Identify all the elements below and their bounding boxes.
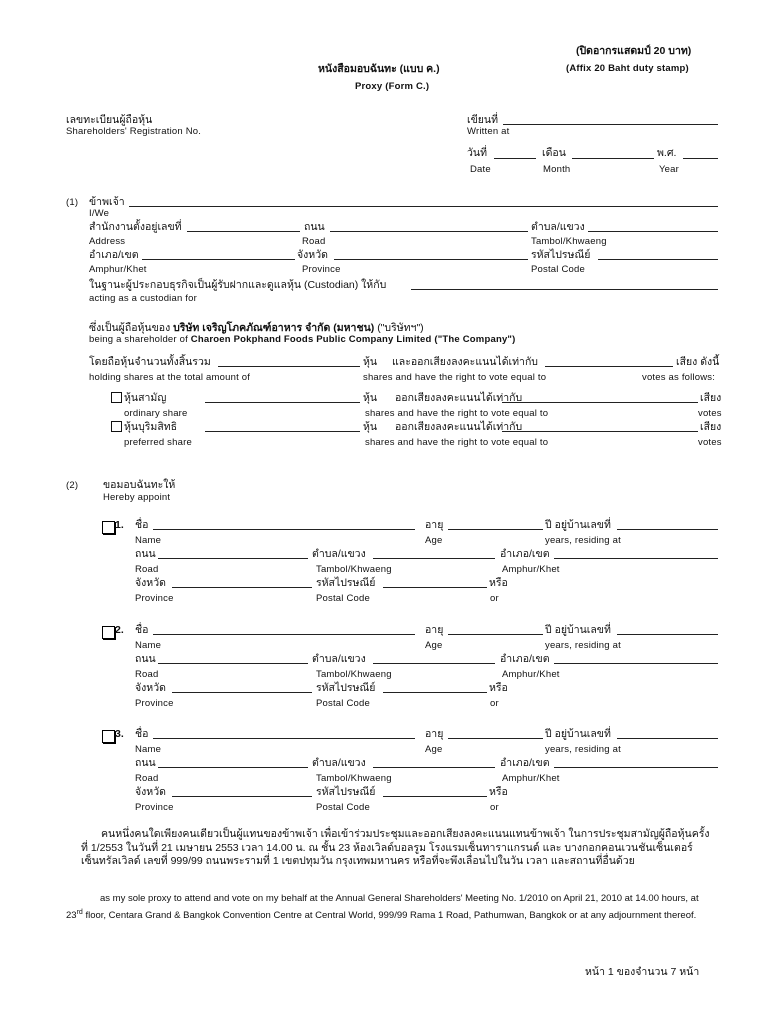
date-year-label: พ.ศ. [657, 147, 677, 159]
postal-label-en-1: Postal Code [316, 593, 370, 604]
proxy-address-field-2[interactable] [617, 634, 718, 635]
iwe-field[interactable] [129, 206, 718, 207]
province-label-th-2: จังหวัด [135, 682, 166, 694]
proxy-number-3: 3. [115, 728, 124, 740]
custodian-label-en: acting as a custodian for [89, 293, 197, 304]
ordinary-vote-label-th: ออกเสียงลงคะแนนได้เท่ากับ [395, 392, 523, 404]
proxy-postal-field-2[interactable] [383, 692, 487, 693]
tambol-field[interactable] [588, 231, 718, 232]
amphur-field[interactable] [142, 259, 295, 260]
road-label-th-2: ถนน [135, 653, 156, 665]
amphur-label-th-2: อำเภอ/เขต [500, 653, 550, 665]
date-month-en: Month [543, 164, 571, 175]
shareholder-of-en: being a shareholder of Charoen Pokphand Foods Public Company Limited ("The Company") [89, 334, 516, 345]
proxy-province-field-1[interactable] [172, 587, 312, 588]
road-label-th-3: ถนน [135, 757, 156, 769]
province-label-th-3: จังหวัด [135, 786, 166, 798]
province-label-en-2: Province [135, 698, 174, 709]
proxy-tambol-field-2[interactable] [373, 663, 495, 664]
road-label-th-1: ถนน [135, 548, 156, 560]
or-label-th-1: หรือ [489, 577, 508, 589]
amphur-label-th: อำเภอ/เขต [89, 249, 139, 261]
preferred-votes-unit-en: votes [698, 437, 722, 448]
ordinary-votes-unit-en: votes [698, 408, 722, 419]
preferred-shares-field[interactable] [205, 431, 360, 432]
appoint-label-en: Hereby appoint [103, 492, 171, 503]
ordinary-share-checkbox[interactable] [111, 392, 122, 403]
amphur-label-en-3: Amphur/Khet [502, 773, 560, 784]
road-label-en: Road [302, 236, 326, 247]
or-label-en-2: or [490, 698, 499, 709]
duty-stamp-th: (ปิดอากรแสดมป์ 20 บาท) [576, 45, 692, 57]
proxy-amphur-field-3[interactable] [554, 767, 718, 768]
tambol-label-th: ตำบล/แขวง [531, 221, 585, 233]
age-label-en-2: Age [425, 640, 443, 651]
proxy-statement-en: as my sole proxy to attend and vote on my behalf at the Annual General Shareholders' Meeting No. 1/2010 on April 21, 2010 at 14.00 hours, at 23rd floor, Centara Grand & Bangkok Convention Centre at Central World, 999/99 Rama 1 Road, Pathumwan, Bangkok or at any adjournment thereof. [66, 893, 699, 921]
written-at-field[interactable] [503, 124, 718, 125]
proxy-province-field-2[interactable] [172, 692, 312, 693]
preferred-share-label-en: preferred share [124, 437, 192, 448]
years-label-th-3: ปี อยู่บ้านเลขที่ [545, 728, 611, 740]
proxy-age-field-1[interactable] [448, 529, 543, 530]
road-label-en-1: Road [135, 564, 159, 575]
postal-label-en: Postal Code [531, 264, 585, 275]
address-label-en: Address [89, 236, 126, 247]
name-label-th-2: ชื่อ [135, 624, 149, 636]
name-label-th-3: ชื่อ [135, 728, 149, 740]
years-label-en-3: years, residing at [545, 744, 621, 755]
proxy-age-field-3[interactable] [448, 738, 543, 739]
postal-label-th: รหัสไปรษณีย์ [531, 249, 591, 261]
proxy-number-2: 2. [115, 624, 124, 636]
proxy-tambol-field-3[interactable] [373, 767, 495, 768]
date-month-label: เดือน [542, 147, 566, 159]
proxy-name-field-3[interactable] [153, 738, 415, 739]
page-number: หน้า 1 ของจำนวน 7 หน้า [585, 966, 700, 978]
name-label-en-1: Name [135, 535, 162, 546]
preferred-votes-unit: เสียง [700, 421, 722, 433]
tambol-label-en-3: Tambol/Khwaeng [316, 773, 392, 784]
tambol-label-th-1: ตำบล/แขวง [312, 548, 366, 560]
amphur-label-en-1: Amphur/Khet [502, 564, 560, 575]
office-label-th: สำนักงานตั้งอยู่เลขที่ [89, 221, 182, 233]
preferred-share-label-th: หุ้นบุริมสิทธิ [124, 421, 178, 433]
age-label-en-1: Age [425, 535, 443, 546]
postal-field[interactable] [598, 259, 718, 260]
duty-stamp-en: (Affix 20 Baht duty stamp) [566, 63, 689, 74]
date-day-label: วันที่ [467, 147, 487, 159]
holding-label-th: โดยถือหุ้นจำนวนทั้งสิ้นรวม [89, 356, 211, 368]
proxy-name-field-2[interactable] [153, 634, 415, 635]
date-year-en: Year [659, 164, 679, 175]
proxy-road-field-1[interactable] [158, 558, 308, 559]
holding-label-en: holding shares at the total amount of [89, 372, 251, 383]
ordinary-share-label-en: ordinary share [124, 408, 188, 419]
province-label-en: Province [302, 264, 341, 275]
ordinary-votes-field[interactable] [502, 402, 698, 403]
shareholder-of-th: ซึ่งเป็นผู้ถือหุ้นของ บริษัท เจริญโภคภัณฑ์อาหาร จำกัด (มหาชน) ("บริษัทฯ") [89, 322, 424, 334]
postal-label-en-3: Postal Code [316, 802, 370, 813]
section1-number: (1) [66, 197, 79, 208]
tambol-label-th-3: ตำบล/แขวง [312, 757, 366, 769]
proxy-road-field-2[interactable] [158, 663, 308, 664]
amphur-label-th-3: อำเภอ/เขต [500, 757, 550, 769]
proxy-checkbox-1[interactable] [102, 521, 115, 534]
date-month-field[interactable] [572, 158, 654, 159]
or-label-th-3: หรือ [489, 786, 508, 798]
proxy-road-field-3[interactable] [158, 767, 308, 768]
ordinary-share-label-th: หุ้นสามัญ [124, 392, 167, 404]
date-year-field[interactable] [683, 158, 718, 159]
proxy-tambol-field-1[interactable] [373, 558, 495, 559]
proxy-checkbox-3[interactable] [102, 730, 115, 743]
iwe-label-en: I/We [89, 208, 110, 219]
written-at-label-th: เขียนที่ [467, 114, 499, 126]
road-field[interactable] [330, 231, 528, 232]
proxy-number-1: 1. [115, 519, 124, 531]
tambol-label-en-2: Tambol/Khwaeng [316, 669, 392, 680]
age-label-en-3: Age [425, 744, 443, 755]
preferred-vote-label-th: ออกเสียงลงคะแนนได้เท่ากับ [395, 421, 523, 433]
province-label-en-3: Province [135, 802, 174, 813]
written-at-label-en: Written at [467, 126, 510, 137]
postal-label-th-2: รหัสไปรษณีย์ [316, 682, 376, 694]
road-label-en-3: Road [135, 773, 159, 784]
proxy-checkbox-2[interactable] [102, 626, 115, 639]
proxy-amphur-field-1[interactable] [554, 558, 718, 559]
proxy-age-field-2[interactable] [448, 634, 543, 635]
title-en: Proxy (Form C.) [355, 81, 430, 92]
amphur-label-en-2: Amphur/Khet [502, 669, 560, 680]
shares-unit-th: หุ้น [363, 356, 378, 368]
proxy-postal-field-3[interactable] [383, 796, 487, 797]
proxy-amphur-field-2[interactable] [554, 663, 718, 664]
road-label-th: ถนน [304, 221, 325, 233]
name-label-en-2: Name [135, 640, 162, 651]
or-label-en-3: or [490, 802, 499, 813]
preferred-vote-label-en: shares and have the right to vote equal to [365, 437, 549, 448]
preferred-shares-unit: หุ้น [363, 421, 378, 433]
preferred-share-checkbox[interactable] [111, 421, 122, 432]
name-label-en-3: Name [135, 744, 162, 755]
votes-follows-en: votes as follows: [642, 372, 716, 383]
postal-label-th-3: รหัสไปรษณีย์ [316, 786, 376, 798]
or-label-th-2: หรือ [489, 682, 508, 694]
proxy-address-field-1[interactable] [617, 529, 718, 530]
province-label-th: จังหวัด [297, 249, 328, 261]
name-label-th-1: ชื่อ [135, 519, 149, 531]
road-label-en-2: Road [135, 669, 159, 680]
vote-right-label-th: และออกเสียงลงคะแนนได้เท่ากับ [392, 356, 538, 368]
total-votes-field[interactable] [545, 366, 673, 367]
tambol-label-en: Tambol/Khwaeng [531, 236, 607, 247]
registration-label-en: Shareholders' Registration No. [66, 126, 202, 137]
custodian-label-th: ในฐานะผู้ประกอบธุรกิจเป็นผู้รับฝากและดูแลหุ้น (Custodian) ให้กับ [89, 279, 387, 291]
amphur-label-en: Amphur/Khet [89, 264, 147, 275]
section2-number: (2) [66, 480, 79, 491]
title-th: หนังสือมอบฉันทะ (แบบ ค.) [318, 63, 440, 75]
age-label-th-2: อายุ [425, 624, 444, 636]
preferred-votes-field[interactable] [502, 431, 698, 432]
total-shares-field[interactable] [218, 366, 360, 367]
province-field[interactable] [334, 259, 528, 260]
age-label-th-3: อายุ [425, 728, 444, 740]
proxy-name-field-1[interactable] [153, 529, 415, 530]
vote-right-label-en: shares and have the right to vote equal to [363, 372, 547, 383]
province-label-en-1: Province [135, 593, 174, 604]
proxy-address-field-3[interactable] [617, 738, 718, 739]
ordinary-shares-unit: หุ้น [363, 392, 378, 404]
years-label-th-2: ปี อยู่บ้านเลขที่ [545, 624, 611, 636]
iwe-label-th: ข้าพเจ้า [89, 196, 125, 208]
proxy-province-field-3[interactable] [172, 796, 312, 797]
ordinary-votes-unit: เสียง [700, 392, 722, 404]
postal-label-th-1: รหัสไปรษณีย์ [316, 577, 376, 589]
custodian-field[interactable] [411, 289, 718, 290]
registration-label-th: เลขทะเบียนผู้ถือหุ้น [66, 114, 153, 126]
years-label-en-2: years, residing at [545, 640, 621, 651]
tambol-label-th-2: ตำบล/แขวง [312, 653, 366, 665]
postal-label-en-2: Postal Code [316, 698, 370, 709]
years-label-th-1: ปี อยู่บ้านเลขที่ [545, 519, 611, 531]
or-label-en-1: or [490, 593, 499, 604]
address-field[interactable] [187, 231, 300, 232]
proxy-statement-th: คนหนึ่งคนใดเพียงคนเดียวเป็นผู้แทนของข้าพเจ้า เพื่อเข้าร่วมประชุมและออกเสียงลงคะแนนแทนข้าพเจ้า ในการประชุมสามัญผู้ถือหุ้นครั้งที่ 1/2553 ในวันที่ 21 เมษายน 2553 เวลา 14.00 น. ณ ชั้น 23 ห้องเวิลด์บอลรูม โรงแรมเซ็นทาราแกรนด์ และ บางกอกคอนเวนชันเซ็นเตอร์ เซ็นทรัลเวิลด์ เลขที่ 999/99 ถนนพระรามที่ 1 เขตปทุมวัน กรุงเทพมหานคร หรือที่จะพึงเลื่อนไปในวัน เวลา และสถานที่อื่นด้วย [81, 828, 710, 867]
appoint-label-th: ขอมอบฉันทะให้ [103, 479, 176, 491]
years-label-en-1: years, residing at [545, 535, 621, 546]
age-label-th-1: อายุ [425, 519, 444, 531]
ordinary-vote-label-en: shares and have the right to vote equal to [365, 408, 549, 419]
province-label-th-1: จังหวัด [135, 577, 166, 589]
ordinary-shares-field[interactable] [205, 402, 360, 403]
date-day-en: Date [470, 164, 491, 175]
date-day-field[interactable] [494, 158, 536, 159]
tambol-label-en-1: Tambol/Khwaeng [316, 564, 392, 575]
amphur-label-th-1: อำเภอ/เขต [500, 548, 550, 560]
votes-follows-th: เสียง ดังนี้ [676, 356, 720, 368]
proxy-postal-field-1[interactable] [383, 587, 487, 588]
